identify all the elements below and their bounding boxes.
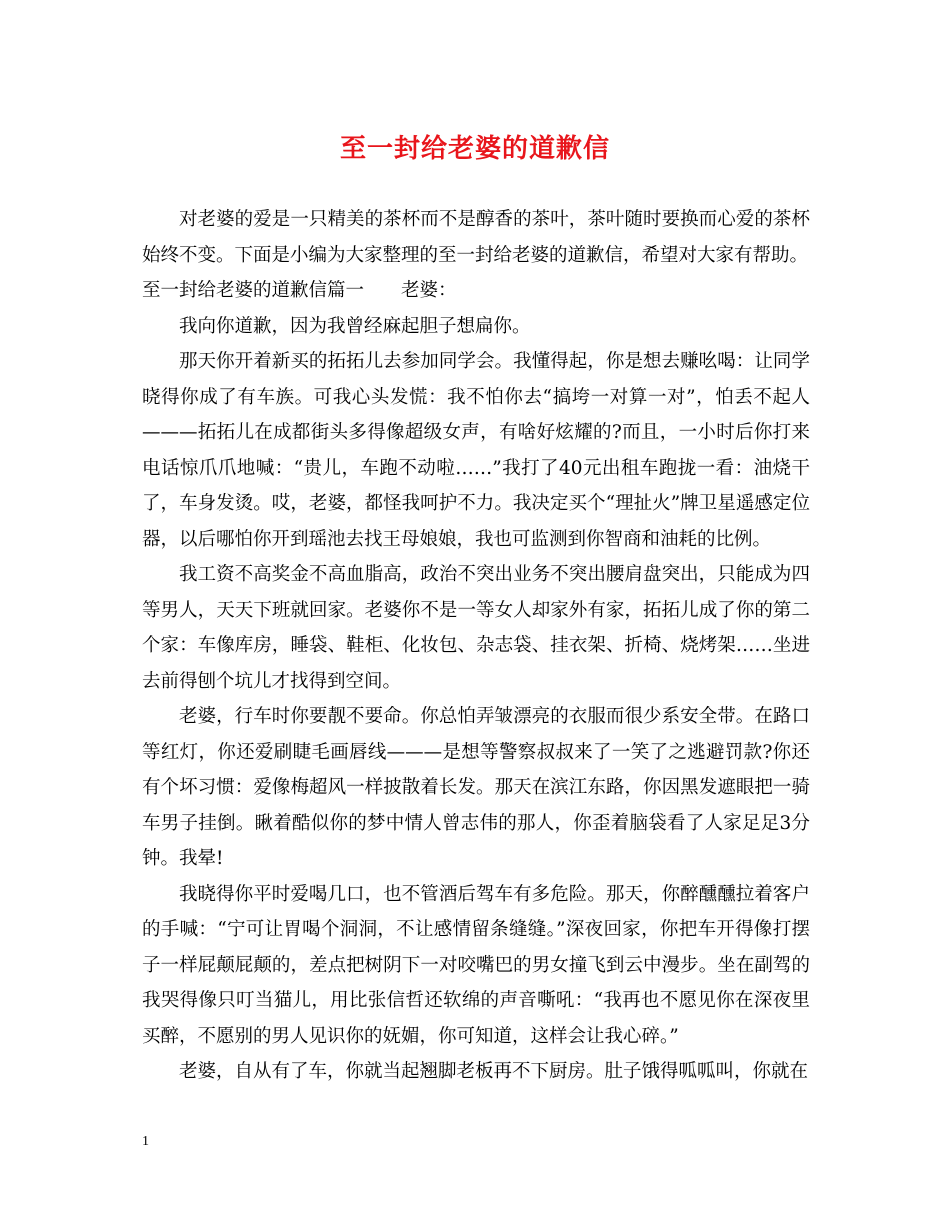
document-title: 至一封给老婆的道歉信 (339, 134, 610, 164)
paragraph-section-heading: 至一封给老婆的道歉信篇一 老婆： (142, 280, 457, 301)
paragraph-drinking: 我晓得你平时爱喝几口，也不管酒后驾车有多危险。那天，你醉醺醺拉着客户的手喊：“宁可让胃喝个洞洞，不让感情留条缝缝。”深夜回家，你把车开得像打摆子一样屁颠屁颠的，差点把树阴下一对咬嘴巴的男女撞飞到云中漫步。坐在副驾的我哭得像只叮当猫儿，用比张信哲还软绵的声音嘶吼：“我再也不愿见你在深夜里买醉，不愿别的男人见识你的妩媚，你可知道，这样会让我心碎。” (142, 883, 810, 1047)
paragraph-salary: 我工资不高奖金不高血脂高，政治不突出业务不突出腰肩盘突出，只能成为四等男人，天天下班就回家。老婆你不是一等女人却家外有家，拓拓儿成了你的第二个家：车像库房，睡袋、鞋柜、化妆包、杂志袋、挂衣架、折椅、烧烤架……坐进去前得刨个坑儿才找得到空间。 (142, 564, 810, 692)
paragraph-apology: 我向你道歉，因为我曾经麻起胆子想扁你。 (179, 315, 531, 337)
document-body (142, 202, 810, 1090)
paragraph-intro: 对老婆的爱是一只精美的茶杯而不是醇香的茶叶，茶叶随时要换而心爱的茶杯始终不变。下面是小编为大家整理的至一封给老婆的道歉信，希望对大家有帮助。 (142, 209, 810, 266)
paragraph-driving: 老婆，行车时你要靓不要命。你总怕弄皱漂亮的衣服而很少系安全带。在路口等红灯，你还爱刷睫毛画唇线———是想等警察叔叔来了一笑了之逃避罚款?你还有个坏习惯：爱像梅超风一样披散着长发。那天在滨江东路，你因黑发遮眼把一骑车男子挂倒。瞅着酷似你的梦中情人曾志伟的那人，你歪着脑袋看了人家足足3分钟。我晕! (142, 706, 810, 869)
page-number: 1 (142, 1134, 149, 1149)
paragraph-kitchen: 老婆，自从有了车，你就当起翘脚老板再不下厨房。肚子饿得呱呱叫，你就在 (179, 1061, 809, 1082)
paragraph-reunion: 那天你开着新买的拓拓儿去参加同学会。我懂得起，你是想去赚吆喝：让同学晓得你成了有车族。可我心头发慌：我不怕你去“搞垮一对算一对”，怕丢不起人———拓拓儿在成都街头多得像超级女声，有啥好炫耀的?而且，一小时后你打来电话惊爪爪地喊：“贵儿，车跑不动啦……”我打了40元出租车跑拢一看：油烧干了，车身发烫。哎，老婆，都怪我呵护不力。我决定买个“理扯火”牌卫星遥感定位器，以后哪怕你开到瑶池去找王母娘娘，我也可监测到你智商和油耗的比例。 (142, 351, 810, 550)
